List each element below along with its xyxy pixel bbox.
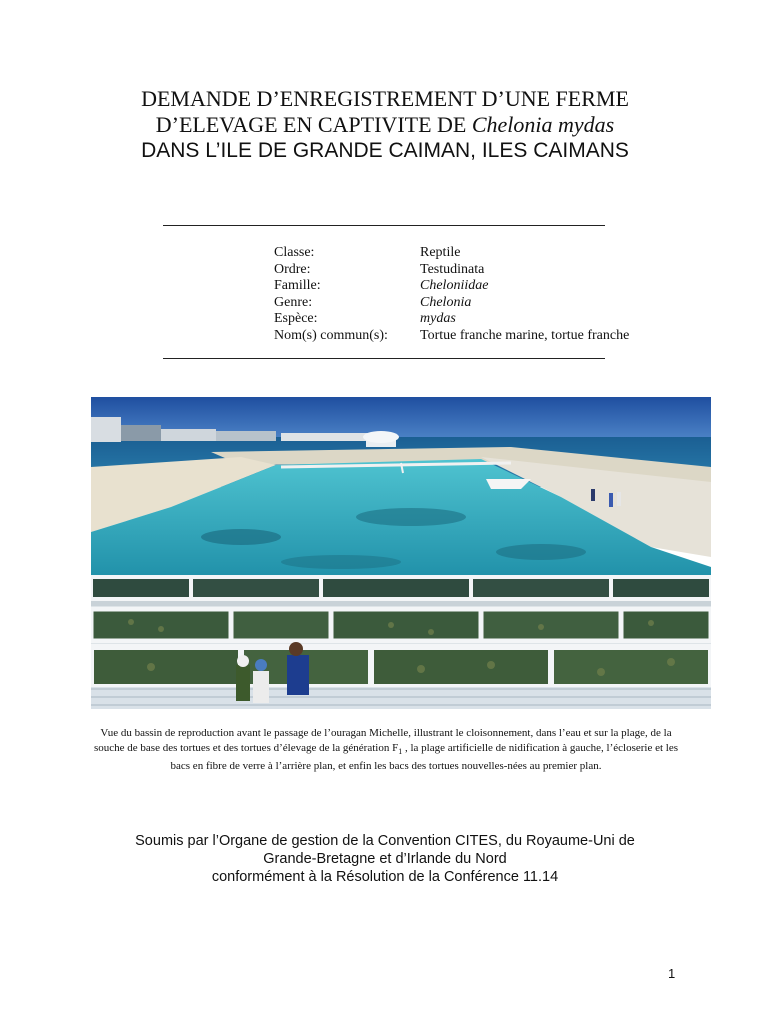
photo-caption	[90, 726, 682, 774]
submission-note	[0, 832, 770, 886]
taxonomy-value: Cheloniidae	[420, 278, 489, 294]
title-line-3: DANS L’ILE DE GRANDE CAIMAN, ILES CAIMANS	[141, 139, 629, 162]
title-line-2-prefix: D’ELEVAGE EN CAPTIVITE DE	[155, 112, 472, 137]
taxonomy-value: mydas	[420, 311, 456, 327]
title-species-name: Chelonia mydas	[471, 112, 615, 137]
page-number: 1	[668, 966, 676, 981]
submission-line-1: Soumis par l’Organe de gestion de la Convention CITES, du Royaume-Uni de	[135, 833, 635, 849]
caption-text-1: Vue du bassin de reproduction avant le passage de l’ouragan Michelle, illustrant le cloisonnement, dans l’eau et sur la plage, de la souche de base des tortues et des tortues d’élevage de la génération F	[93, 727, 672, 754]
taxonomy-value: Testudinata	[420, 261, 485, 277]
taxonomy-value: Tortue franche marine, tortue franche	[420, 327, 630, 343]
top-rule	[163, 225, 605, 226]
taxonomy-label: Famille:	[274, 278, 321, 294]
taxonomy-label: Espèce:	[274, 311, 318, 327]
title-line-2	[0, 112, 770, 138]
submission-line-3: conformément à la Résolution de la Conférence 11.14	[211, 869, 559, 885]
caption-subscript: 1	[398, 746, 403, 756]
title-line-1: DEMANDE D’ENREGISTREMENT D’UNE FERME	[141, 86, 629, 111]
bottom-rule	[163, 358, 605, 359]
taxonomy-label: Genre:	[274, 294, 313, 310]
caption-text-2: , la plage artificielle de nidification à gauche, l’écloserie et les bacs en fibre de verre à l’arrière plan, et enfin les bacs des tortues nouvelles-nées au premier plan.	[170, 741, 679, 773]
turtle-farm-illustration	[91, 397, 711, 709]
taxonomy-label: Nom(s) commun(s):	[274, 327, 388, 343]
taxonomy-label: Classe:	[274, 245, 315, 260]
turtle-farm-photo	[91, 397, 711, 709]
taxonomy-value: Reptile	[420, 245, 461, 260]
taxonomy-value: Chelonia	[420, 294, 472, 310]
taxonomy-label: Ordre:	[274, 261, 311, 277]
submission-line-2: Grande-Bretagne et d’Irlande du Nord	[263, 851, 507, 867]
